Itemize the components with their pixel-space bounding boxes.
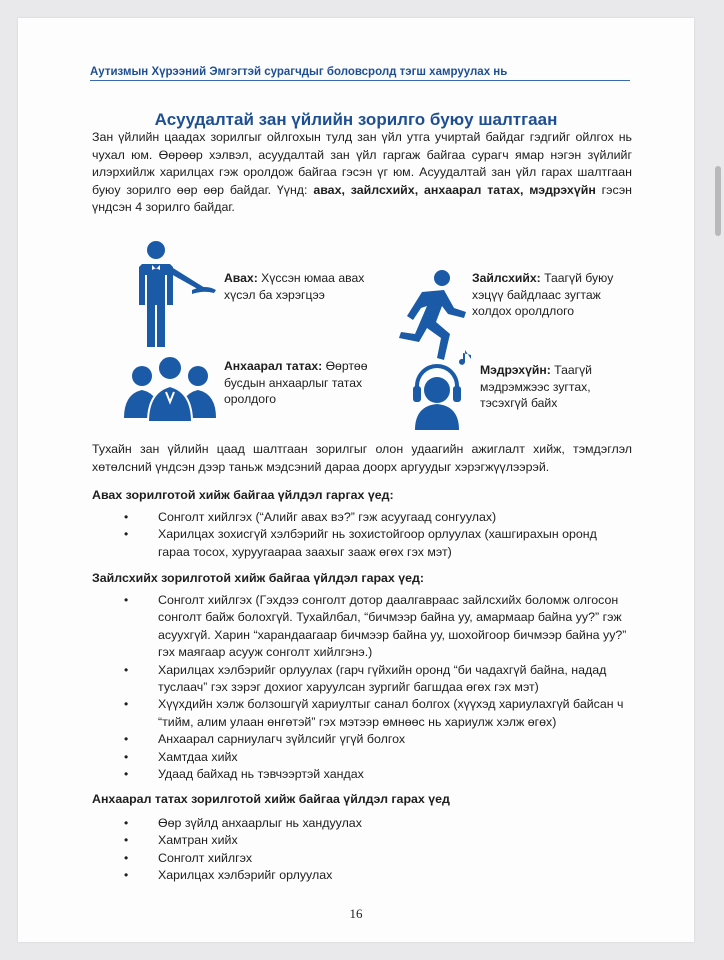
intro-text: Зан үйлийн цаадах зорилгыг ойлгохын тулд зан үйл утга учиртай байдаг гэдгийг ойлгох нь чухал юм. Өөрөөр хэлвэл, асуудалтай зан үйл гаргаж байгаа сурагч ямар нэгэн зүйлийг илэрхийлж харилцах гэж оролдож байгаа гэсэн үг юм. Асуудалтай зан үйл гарах шалтгаан буюу зорилго өөр өөр байдаг. Үүнд: — [92, 130, 632, 197]
purpose-attention-label: Анхаарал татах: — [224, 359, 323, 373]
section-heading-avoid: Зайлсхийх зорилготой хийж байгаа үйлдэл гарах үед: — [92, 571, 425, 585]
purpose-get-text — [224, 270, 384, 303]
list-item: • Хамтдаа хийх — [92, 749, 632, 766]
list-item: • Харилцах зохисгүй хэлбэрийг нь зохистойгоор орлуулах (хашгирахын оронд гараа тосох, хуруугаараа заахыг зааж өгөх гэх мэт) — [92, 526, 632, 561]
list-item: • Сонголт хийлгэх (Гэхдээ сонголт дотор даалгавраас зайлсхийх боломж олгосон сонголт байж болохгүй. Тухайлбал, “бичмээр байна уу, амармаар байна уу?” гэж асуухгүй. Харин “харандаагаар бичмээр байна уу, шохойгоор бичмээр байна уу?” гэх маягаар асууж сонголт хийлгэнэ.) — [92, 592, 632, 662]
purpose-avoid — [392, 240, 642, 320]
intro-tail: гэсэн үндсэн 4 зорилго байдаг. — [92, 182, 632, 215]
vertical-scrollbar-thumb[interactable] — [715, 166, 721, 236]
list-item: • Өөр зүйлд анхаарлыг нь хандуулах — [92, 815, 632, 832]
method-paragraph: Тухайн зан үйлийн цаад шалтгаан зорилгыг олон удаагийн ажиглалт хийж, тэмдэглэл хөтөлсний үндсэн дээр таньж мэдсэний дараа доорх аргуудыг хэрэгжүүлээрэй. — [92, 442, 632, 474]
bullet-list-attention — [92, 815, 632, 885]
purpose-avoid-label: Зайлсхийх: — [472, 271, 541, 285]
purpose-get-label: Авах: — [224, 271, 258, 285]
purpose-attention — [122, 352, 372, 432]
section-heading-attention: Анхаарал татах зорилготой хийж байгаа үйлдэл гарах үед — [92, 792, 450, 806]
purpose-sensory — [407, 350, 657, 430]
waiter-icon — [132, 240, 222, 352]
purpose-sensory-text — [480, 362, 630, 412]
bullet-list-avoid — [92, 592, 632, 783]
group-icon — [122, 352, 218, 424]
list-item: • Анхаарал сарниулагч зүйлсийг үгүй болгох — [92, 731, 632, 748]
page-number: 16 — [349, 906, 363, 921]
section-title: Асуудалтай зан үйлийн зорилго буюу шалтгаан — [154, 110, 558, 129]
document-page — [18, 18, 694, 942]
intro-bold: авах, зайлсхийх, анхаарал татах, мэдрэхүйн — [313, 182, 596, 197]
purpose-icon-grid — [92, 240, 632, 425]
purpose-get — [132, 240, 382, 320]
list-item: • Сонголт хийлгэх — [92, 850, 632, 867]
list-item: • Хамтран хийх — [92, 832, 632, 849]
purpose-sensory-label: Мэдрэхүйн: — [480, 363, 551, 377]
purpose-get-desc: Хүссэн юмаа авах хүсэл ба хэрэгцээ — [224, 271, 365, 302]
headphones-music-icon — [407, 350, 477, 430]
purpose-sensory-desc: Таагүй мэдрэмжээс зугтах, тэсэхгүй байх — [480, 363, 592, 410]
section-heading-get: Авах зорилготой хийж байгаа үйлдэл гаргах үед: — [92, 488, 394, 502]
list-item: • Харилцах хэлбэрийг орлуулах (гарч гүйхийн оронд “би чадахгүй байна, надад туслаач” гэх зэрэг дохиог харуулсан зургийг багшдаа өгөх гэх мэт) — [92, 662, 632, 697]
purpose-attention-desc: Өөртөө бусдын анхаарлыг татах оролдого — [224, 359, 368, 406]
intro-paragraph — [92, 129, 632, 217]
purpose-attention-text — [224, 358, 374, 408]
purpose-avoid-text — [472, 270, 622, 320]
list-item: • Харилцах хэлбэрийг орлуулах — [92, 867, 632, 884]
list-item: • Удаад байхад нь тэвчээртэй хандах — [92, 766, 632, 783]
list-item: • Хүүхдийн хэлж болзошгүй хариултыг санал болгох (хүүхэд хариулахгүй байсан ч “тийм, алим улаан өнгөтэй” гэх мэтээр өмнөөс нь хариулж хэлж өгөх) — [92, 696, 632, 731]
list-item: • Сонголт хийлгэх (“Алийг авах вэ?” гэж асуугаад сонгуулах) — [92, 509, 632, 526]
bullet-list-get — [92, 509, 632, 561]
purpose-avoid-desc: Таагүй буюу хэцүү байдлаас зугтаж холдох оролдлого — [472, 271, 614, 318]
running-header: Аутизмын Хүрээний Эмгэгтэй сурагчдыг боловсролд тэгш хамруулах нь — [90, 66, 630, 81]
